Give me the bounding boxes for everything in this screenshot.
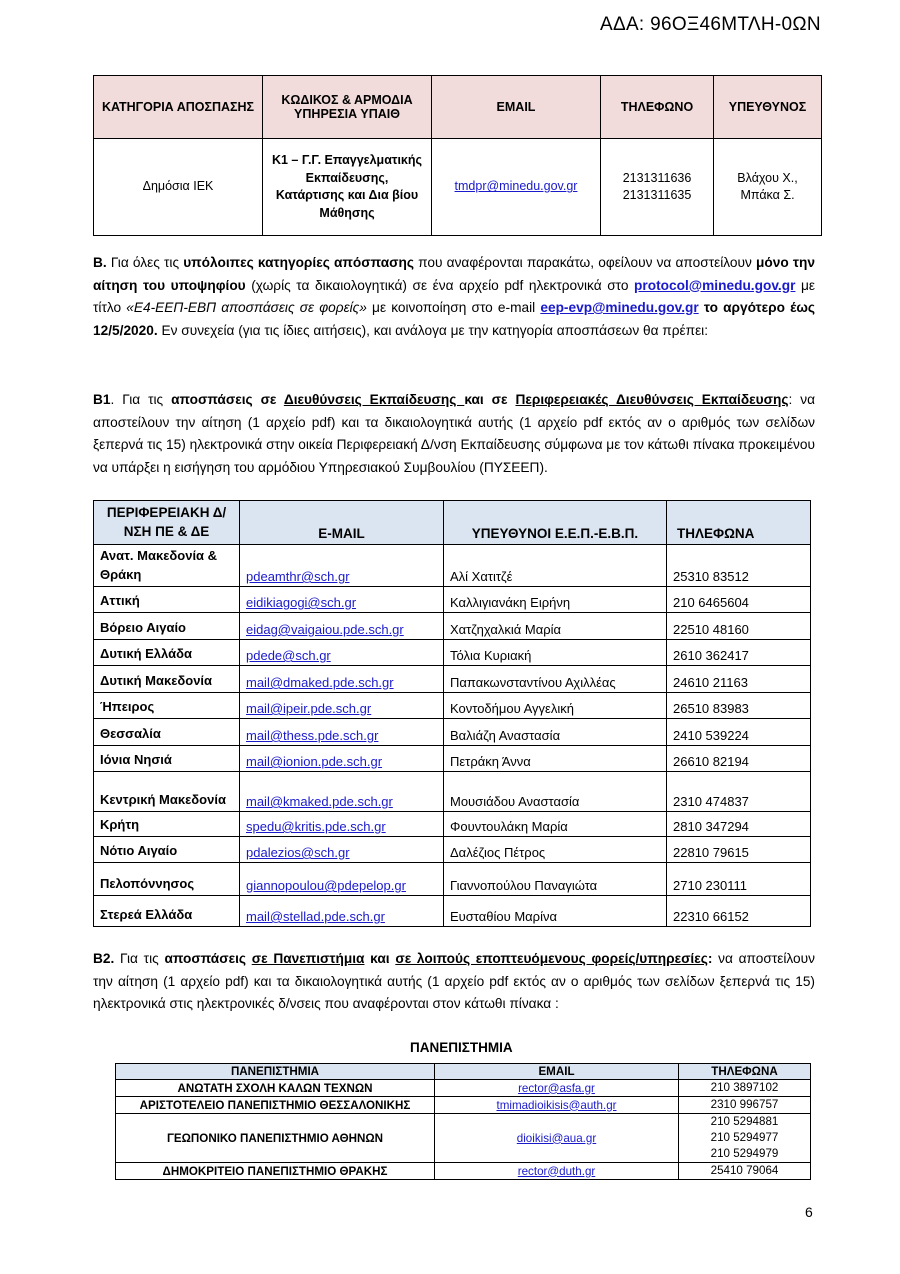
region-name-cell [94, 666, 240, 693]
table-row [94, 863, 811, 896]
region-email[interactable]: mail@ionion.pde.sch.gr [246, 754, 383, 769]
responsible-person-cell [444, 666, 667, 693]
text: Για όλες τις [106, 255, 184, 270]
region-email[interactable]: pdede@sch.gr [246, 648, 331, 663]
responsible-person: Φουντουλάκη Μαρία [450, 819, 568, 834]
table-row [94, 896, 811, 927]
region-email-cell [240, 613, 444, 640]
table-row [94, 719, 811, 746]
responsible-person: Κοντοδήμου Αγγελική [450, 701, 574, 716]
region-email[interactable]: mail@dmaked.pde.sch.gr [246, 675, 394, 690]
table-row [94, 693, 811, 719]
bold-text: υπόλοιπες κατηγορίες απόσπασης [183, 255, 414, 270]
section-b1-paragraph [93, 389, 815, 479]
region-email-cell [240, 837, 444, 863]
region-name: Δυτική Ελλάδα [100, 646, 192, 661]
text: με τίτλο [93, 277, 815, 315]
region-name: Ήπειρος [100, 699, 155, 714]
region-name: Ιόνια Νησιά [100, 752, 172, 767]
region-name-cell [94, 613, 240, 640]
bold-text: : [707, 951, 713, 966]
table-row [94, 587, 811, 613]
underlined-text: σε λοιπούς εποπτευόμενους φορείς/υπηρεσίες [395, 951, 708, 966]
region-name: Στερεά Ελλάδα [100, 907, 193, 922]
region-phone: 22510 48160 [673, 622, 749, 637]
header-region: ΠΕΡΙΦΕΡΕΙΑΚΗ Δ/ΝΣΗ ΠΕ & ΔΕ [94, 501, 240, 545]
underlined-text: Περιφερειακές Διευθύνσεις Εκπαίδευσης [515, 392, 789, 407]
header-phone: ΤΗΛΕΦΩΝΟ [601, 76, 714, 139]
region-phone: 210 6465604 [673, 595, 749, 610]
text: . Για τις [110, 392, 172, 407]
eep-evp-email-link[interactable]: eep-evp@minedu.gov.gr [540, 300, 699, 315]
bold-text: και σε [464, 392, 516, 407]
header-responsible: ΥΠΕΥΘΥΝΟΣ [714, 76, 822, 139]
text: που αναφέρονται παρακάτω, οφείλουν να αποστείλουν [413, 255, 757, 270]
region-name: Κεντρική Μακεδονία [100, 792, 226, 807]
region-email[interactable]: eidag@vaigaiou.pde.sch.gr [246, 622, 404, 637]
university-email-cell [435, 1163, 679, 1180]
section-label: Β1 [93, 392, 111, 407]
bold-text: μόνο την αίτηση του υποψηφίου [93, 255, 816, 293]
table-row [116, 1080, 811, 1097]
region-phone-cell [667, 746, 811, 772]
underlined-text: Διευθύνσεις Εκπαίδευσης [283, 392, 465, 407]
text: Για τις [114, 951, 165, 966]
responsible-person-cell [444, 772, 667, 812]
region-phone-cell [667, 666, 811, 693]
phone-value: 210 5294881 [710, 1115, 779, 1128]
region-name-cell [94, 896, 240, 927]
region-email-cell [240, 693, 444, 719]
table-row [94, 772, 811, 812]
table-row [116, 1114, 811, 1163]
universities-title: ΠΑΝΕΠΙΣΤΗΜΙΑ [410, 1040, 513, 1055]
region-email[interactable]: pdeamthr@sch.gr [246, 569, 350, 584]
region-phone: 26510 83983 [673, 701, 749, 716]
header-email: EMAIL [435, 1064, 679, 1080]
responsible-person-cell [444, 812, 667, 837]
region-name-cell [94, 772, 240, 812]
table-row [116, 1163, 811, 1180]
region-name-cell [94, 719, 240, 746]
region-name: Ανατ. Μακεδονία & Θράκη [100, 548, 218, 582]
region-phone-cell [667, 693, 811, 719]
table-row [94, 666, 811, 693]
responsible-person: Καλλιγιανάκη Ειρήνη [450, 595, 571, 610]
text: με κοινοποίηση στο e-mail [366, 300, 541, 315]
region-name: Νότιο Αιγαίο [100, 843, 178, 858]
table-row [94, 746, 811, 772]
region-phone: 25310 83512 [673, 569, 749, 584]
responsible-person-cell [444, 545, 667, 587]
region-phone-cell [667, 640, 811, 666]
table-row [94, 613, 811, 640]
region-phone-cell [667, 863, 811, 896]
section-label: Β. [93, 255, 107, 270]
bold-text: αποσπάσεις σε [171, 392, 284, 407]
region-email[interactable]: mail@stellad.pde.sch.gr [246, 909, 385, 924]
category-cell: Δημόσια ΙΕΚ [94, 139, 263, 236]
region-name: Αττική [100, 593, 140, 608]
responsible-person: Δαλέζιος Πέτρος [450, 845, 546, 860]
responsible-cell: Βλάχου Χ., Μπάκα Σ. [714, 139, 822, 236]
phone-value: 2310 996757 [710, 1098, 779, 1111]
responsible-person-cell [444, 693, 667, 719]
region-email[interactable]: mail@kmaked.pde.sch.gr [246, 794, 393, 809]
responsible-person: Πετράκη Άννα [450, 754, 531, 769]
phone-value: 210 3897102 [710, 1081, 779, 1094]
region-email[interactable]: mail@thess.pde.sch.gr [246, 728, 379, 743]
underlined-text: σε Πανεπιστήμια [251, 951, 365, 966]
protocol-email-link[interactable]: protocol@minedu.gov.gr [634, 277, 796, 293]
region-email-cell [240, 772, 444, 812]
region-email-cell [240, 640, 444, 666]
region-email-cell [240, 587, 444, 613]
university-name: ΑΡΙΣΤΟΤΕΛΕΙΟ ΠΑΝΕΠΙΣΤΗΜΙΟ ΘΕΣΣΑΛΟΝΙΚΗΣ [116, 1097, 435, 1114]
responsible-person-cell [444, 746, 667, 772]
table-row [94, 545, 811, 587]
region-phone: 22810 79615 [673, 845, 749, 860]
phone-cell [601, 139, 714, 236]
table-row [94, 837, 811, 863]
region-name-cell [94, 746, 240, 772]
region-name: Πελοπόννησος [100, 876, 195, 891]
code-cell: Κ1 – Γ.Γ. Επαγγελματικής Εκπαίδευσης, Κατάρτισης και Δια βίου Μάθησης [263, 139, 432, 236]
header-email: EMAIL [432, 76, 601, 139]
region-name: Βόρειο Αιγαίο [100, 620, 186, 635]
region-name-cell [94, 863, 240, 896]
region-phone: 2410 539224 [673, 728, 749, 743]
university-email-cell [435, 1097, 679, 1114]
region-phone-cell [667, 812, 811, 837]
table-row [94, 139, 822, 236]
university-name: ΓΕΩΠΟΝΙΚΟ ΠΑΝΕΠΙΣΤΗΜΙΟ ΑΘΗΝΩΝ [116, 1114, 435, 1163]
region-phone-cell [667, 545, 811, 587]
region-name: Δυτική Μακεδονία [100, 673, 213, 688]
section-b2-paragraph [93, 948, 815, 1016]
universities-table [115, 1063, 811, 1180]
region-email-cell [240, 812, 444, 837]
region-name-cell [94, 545, 240, 587]
university-phones [679, 1163, 811, 1180]
responsible-person-cell [444, 719, 667, 746]
responsible-person: Γιαννοπούλου Παναγιώτα [450, 878, 598, 893]
bold-text: το αργότερο έως 12/5/2020. [93, 300, 815, 338]
header-person: ΥΠΕΥΘΥΝΟΙ Ε.Ε.Π.-Ε.Β.Π. [444, 501, 667, 545]
region-phone: 22310 66152 [673, 909, 749, 924]
university-name: ΔΗΜΟΚΡΙΤΕΙΟ ΠΑΝΕΠΙΣΤΗΜΙΟ ΘΡΑΚΗΣ [116, 1163, 435, 1180]
italic-title: «Ε4-ΕΕΠ-ΕΒΠ αποσπάσεις σε φορείς» [126, 300, 367, 315]
responsible-person: Ευσταθίου Μαρίνα [450, 909, 557, 924]
university-phones [679, 1114, 811, 1163]
university-email[interactable]: tmimadioikisis@auth.gr [496, 1098, 617, 1112]
table-row [116, 1097, 811, 1114]
region-email-cell [240, 896, 444, 927]
region-phone: 2710 230111 [673, 878, 747, 893]
responsible-person: Χατζηχαλκιά Μαρία [450, 622, 562, 637]
region-email[interactable]: spedu@kritis.pde.sch.gr [246, 819, 386, 834]
university-phones [679, 1097, 811, 1114]
responsible-person-cell [444, 863, 667, 896]
phone-value: 25410 79064 [710, 1164, 779, 1177]
text: να αποστείλουν την αίτηση (1 αρχείο pdf) και τα δικαιολογητικά αυτής (1 αρχείο pdf εκτός αν ο αριθμός των σελίδων ξεπερνά τις 15) ηλεκτρονικά στις ηλεκτρονικές δ/νσεις που αναφέρονται στον κάτωθι πίνακα : [93, 951, 815, 1011]
phone-value: 2131311636 [622, 170, 692, 185]
region-email-cell [240, 746, 444, 772]
regions-table [93, 500, 811, 927]
email-link[interactable]: tmdpr@minedu.gov.gr [454, 179, 578, 194]
region-email[interactable]: giannopoulou@pdepelop.gr [246, 878, 406, 893]
region-email[interactable]: mail@ipeir.pde.sch.gr [246, 701, 372, 716]
university-email-cell [435, 1080, 679, 1097]
top-contact-table [93, 75, 822, 236]
region-phone: 2810 347294 [673, 819, 749, 834]
region-email-cell [240, 863, 444, 896]
region-phone-cell [667, 719, 811, 746]
text: (χωρίς τα δικαιολογητικά) σε ένα αρχείο pdf ηλεκτρονικά στο [245, 277, 635, 293]
header-phone: ΤΗΛΕΦΩΝΑ [667, 501, 811, 545]
phone-value: 2131311635 [622, 188, 692, 202]
responsible-person: Αλί Χατιτζέ [450, 569, 513, 584]
text: : να αποστείλουν την αίτηση (1 αρχείο pdf) και τα δικαιολογητικά αυτής (1 αρχείο pdf εκτός αν ο αριθμός των σελίδων ξεπερνά τις 15) ηλεκτρονικά στην οικεία Περιφερειακή Δ/νση Εκπαίδευσης σύμφωνα με τον κάτωθι πίνακα προκειμένου να υπάρξει η εισήγηση του αρμόδιου Υπηρεσιακού Συμβουλίου (ΠΥΣΕΕΠ). [93, 392, 815, 475]
region-phone-cell [667, 896, 811, 927]
table-row [94, 812, 811, 837]
bold-text: και [364, 951, 396, 966]
phone-value: 210 5294977 [710, 1131, 779, 1144]
region-email-cell [240, 719, 444, 746]
university-email[interactable]: rector@asfa.gr [518, 1081, 595, 1095]
region-name-cell [94, 812, 240, 837]
responsible-person: Τόλια Κυριακή [450, 648, 532, 663]
university-email-cell [435, 1114, 679, 1163]
university-email[interactable]: dioikisi@aua.gr [516, 1131, 597, 1145]
page-number: 6 [805, 1204, 813, 1220]
section-label: Β2. [93, 951, 115, 966]
section-b-paragraph [93, 252, 815, 342]
region-name-cell [94, 837, 240, 863]
region-email-cell [240, 666, 444, 693]
bold-text: αποσπάσεις [164, 951, 252, 966]
region-name: Κρήτη [100, 817, 140, 832]
region-name: Θεσσαλία [100, 726, 161, 741]
responsible-person-cell [444, 587, 667, 613]
region-email[interactable]: pdalezios@sch.gr [246, 845, 350, 860]
region-phone-cell [667, 587, 811, 613]
header-phones: ΤΗΛΕΦΩΝΑ [679, 1064, 811, 1080]
university-email[interactable]: rector@duth.gr [517, 1164, 596, 1178]
responsible-person-cell [444, 640, 667, 666]
region-phone: 2610 362417 [673, 648, 749, 663]
responsible-person-cell [444, 613, 667, 640]
university-name: ΑΝΩΤΑΤΗ ΣΧΟΛΗ ΚΑΛΩΝ ΤΕΧΝΩΝ [116, 1080, 435, 1097]
responsible-person: Βαλιάζη Αναστασία [450, 728, 561, 743]
university-phones [679, 1080, 811, 1097]
region-phone-cell [667, 837, 811, 863]
responsible-person: Μουσιάδου Αναστασία [450, 794, 580, 809]
region-phone-cell [667, 613, 811, 640]
region-phone: 26610 82194 [673, 754, 749, 769]
email-cell [432, 139, 601, 236]
responsible-person: Παπακωνσταντίνου Αχιλλέας [450, 675, 616, 690]
phone-value: 210 5294979 [710, 1147, 779, 1160]
ada-code: ΑΔΑ: 96ΟΞ46ΜΤΛΗ-0ΩΝ [600, 14, 821, 35]
region-phone-cell [667, 772, 811, 812]
header-code: ΚΩΔΙΚΟΣ & ΑΡΜΟΔΙΑ ΥΠΗΡΕΣΙΑ ΥΠΑΙΘ [263, 76, 432, 139]
region-email[interactable]: eidikiagogi@sch.gr [246, 595, 357, 610]
responsible-person-cell [444, 896, 667, 927]
region-phone: 24610 21163 [673, 675, 748, 690]
text: Εν συνεχεία (για τις ίδιες αιτήσεις), και ανάλογα με την κατηγορία αποσπάσεων θα πρέπει: [157, 322, 709, 338]
region-name-cell [94, 587, 240, 613]
region-phone: 2310 474837 [673, 794, 749, 809]
header-category: ΚΑΤΗΓΟΡΙΑ ΑΠΟΣΠΑΣΗΣ [94, 76, 263, 139]
header-email: E-MAIL [240, 501, 444, 545]
header-university: ΠΑΝΕΠΙΣΤΗΜΙΑ [116, 1064, 435, 1080]
region-name-cell [94, 693, 240, 719]
table-row [94, 640, 811, 666]
responsible-person-cell [444, 837, 667, 863]
region-email-cell [240, 545, 444, 587]
region-name-cell [94, 640, 240, 666]
